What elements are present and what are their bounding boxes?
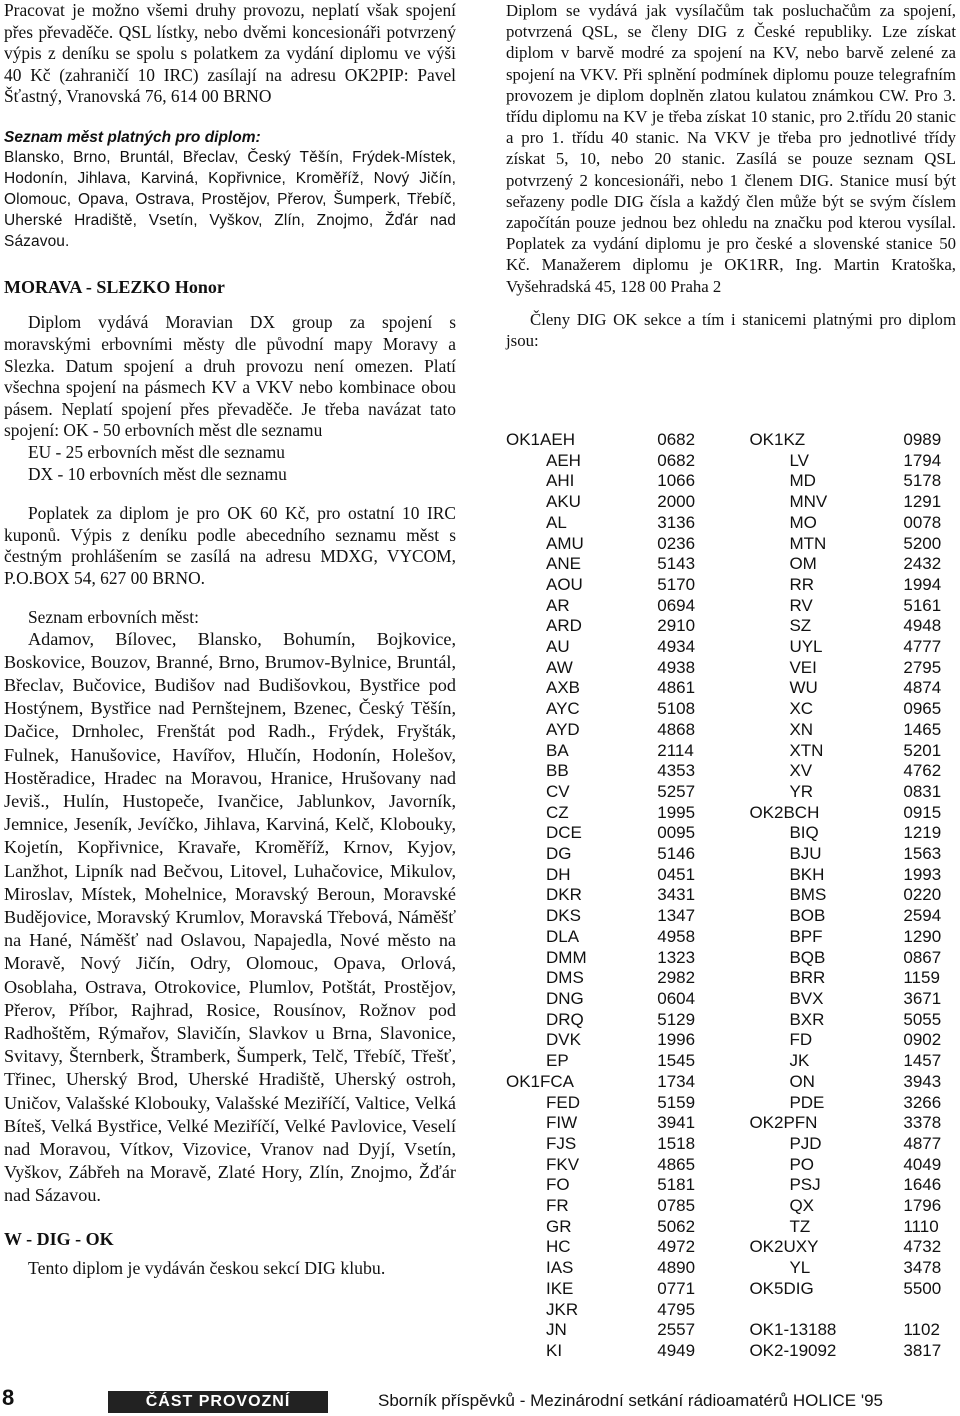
table-row <box>506 1134 960 1155</box>
table-row <box>506 803 960 824</box>
callsign-left: ANE <box>546 554 581 574</box>
callsign-right: PO <box>789 1154 814 1174</box>
member-callsign-table <box>506 430 960 1362</box>
callsign-right: XV <box>789 761 813 781</box>
cities-list: Blansko, Brno, Bruntál, Břeclav, Český Těšín, Frýdek-Místek, Hodonín, Jihlava, Karviná, Kopřivnice, Kroměříž, Nový Jičín, Olomouc, Opava, Ostrava, Prostějov, Přerov, Šumperk, Třebíč, Uherské Hradiště, Vsetín, Vyškov, Zlín, Znojmo, Žďár nad Sázavou. <box>4 149 456 250</box>
table-row <box>506 761 960 782</box>
table-row <box>506 844 960 865</box>
dig-number-left: 0095 <box>657 823 696 843</box>
callsign-right: FD <box>789 1030 813 1050</box>
dig-number-left: 0451 <box>657 864 696 884</box>
table-row <box>506 616 960 637</box>
dig-number-left: 5062 <box>657 1216 696 1236</box>
callsign-right: XTN <box>789 740 824 760</box>
callsign-right: TZ <box>789 1216 811 1236</box>
dig-number-right: 1563 <box>903 844 942 864</box>
callsign-left: DNG <box>546 988 584 1008</box>
callsign-right: BQB <box>789 947 826 967</box>
dig-number-left: 1996 <box>657 1030 696 1050</box>
callsign-right: MO <box>789 512 817 532</box>
dig-number-left: 0682 <box>657 430 696 449</box>
right-column <box>506 0 956 351</box>
dig-number-right: 1994 <box>903 574 942 594</box>
table-row <box>506 906 960 927</box>
callsign-left: DMM <box>546 947 587 967</box>
callsign-right: OK2PFN <box>749 1113 818 1133</box>
dig-number-left: 5129 <box>657 1009 696 1029</box>
callsign-right: BRR <box>789 968 826 988</box>
dig-number-left: 4938 <box>657 657 696 677</box>
callsign-right: OK5DIG <box>749 1278 814 1298</box>
table-row <box>506 1030 960 1051</box>
callsign-right: WU <box>789 678 818 698</box>
dig-number-right: 2432 <box>903 554 942 574</box>
callsign-right: OK1KZ <box>749 430 806 449</box>
dig-number-right: 1796 <box>903 1196 942 1216</box>
dig-number-left: 0682 <box>657 450 696 470</box>
dig-number-left: 1347 <box>657 906 696 926</box>
callsign-left: DH <box>546 864 571 884</box>
dig-number-left: 5170 <box>657 574 696 594</box>
table-row <box>506 575 960 596</box>
table-row <box>506 720 960 741</box>
table-row <box>506 678 960 699</box>
dig-number-left: 0694 <box>657 595 696 615</box>
callsign-left: DMS <box>546 968 584 988</box>
dig-number-right: 4049 <box>903 1154 942 1174</box>
dig-number-right: 0867 <box>903 947 942 967</box>
callsign-right: OK2-19092 <box>749 1340 837 1360</box>
dig-number-left: 4949 <box>657 1340 696 1360</box>
table-row <box>506 1051 960 1072</box>
callsign-left: AYC <box>546 699 580 719</box>
callsign-left: AKU <box>546 492 581 512</box>
table-row <box>506 471 960 492</box>
callsign-right: YL <box>789 1258 811 1278</box>
dig-number-left: 4353 <box>657 761 696 781</box>
table-row <box>506 1155 960 1176</box>
callsign-left: AU <box>546 637 570 657</box>
callsign-right: MTN <box>789 533 827 553</box>
callsign-left: OK1FCA <box>506 1071 575 1091</box>
w-dig-text: Tento diplom je vydáván českou sekcí DIG klubu. <box>28 1257 386 1278</box>
table-row <box>506 658 960 679</box>
dig-number-right: 0220 <box>903 885 942 905</box>
dig-number-right: 3817 <box>903 1340 942 1360</box>
callsign-left: GR <box>546 1216 572 1236</box>
callsign-left: CZ <box>546 802 569 822</box>
dig-number-right: 5161 <box>903 595 942 615</box>
callsign-left: IKE <box>546 1278 574 1298</box>
callsign-left: DG <box>546 844 572 864</box>
callsign-right: OK2BCH <box>749 802 820 822</box>
table-row <box>506 865 960 886</box>
callsign-left: FKV <box>546 1154 580 1174</box>
callsign-right: BKH <box>789 864 825 884</box>
callsign-right: BXR <box>789 1009 825 1029</box>
callsign-left: HC <box>546 1237 571 1257</box>
dig-number-left: 0771 <box>657 1278 696 1298</box>
callsign-left: BA <box>546 740 569 760</box>
dig-number-right: 0915 <box>903 802 942 822</box>
page-number: 8 <box>2 1385 15 1410</box>
callsign-right: OK1-13188 <box>749 1320 837 1340</box>
dig-number-left: 4958 <box>657 926 696 946</box>
dig-number-left: 2982 <box>657 968 696 988</box>
morava-title: MORAVA - SLEZKO Honor <box>4 277 225 298</box>
table-row <box>506 1093 960 1114</box>
dig-number-right: 3478 <box>903 1258 942 1278</box>
dig-number-right: 2594 <box>903 906 942 926</box>
callsign-right: RR <box>789 574 814 594</box>
callsign-right: JK <box>789 1051 810 1071</box>
table-row <box>506 699 960 720</box>
table-row <box>506 637 960 658</box>
callsign-left: DKS <box>546 906 581 926</box>
callsign-left: AXB <box>546 678 581 698</box>
dig-number-right: 5055 <box>903 1009 942 1029</box>
table-row <box>506 513 960 534</box>
w-dig-title: W - DIG - OK <box>4 1228 114 1249</box>
callsign-right: XC <box>789 699 814 719</box>
callsign-left: KI <box>546 1340 563 1360</box>
section-badge: ČÁST PROVOZNÍ <box>108 1391 328 1413</box>
callsign-right <box>749 1300 903 1321</box>
dig-number-left: 4868 <box>657 719 696 739</box>
callsign-right: BPF <box>789 926 823 946</box>
dig-number-right: 0989 <box>903 430 942 449</box>
dig-number-right: 4948 <box>903 616 942 636</box>
callsign-right: LV <box>789 450 809 470</box>
left-column <box>4 0 456 1280</box>
table-row <box>506 989 960 1010</box>
dig-number-left: 4865 <box>657 1154 696 1174</box>
callsign-right: XN <box>789 719 814 739</box>
cities-heading: Seznam měst platných pro diplom: <box>4 128 261 146</box>
dig-number-left: 1323 <box>657 947 696 967</box>
dig-number-left: 0604 <box>657 988 696 1008</box>
dig-number-right: 1291 <box>903 492 942 512</box>
callsign-left: BB <box>546 761 569 781</box>
table-row <box>506 1258 960 1279</box>
table-row <box>506 1196 960 1217</box>
dig-number-right: 1993 <box>903 864 942 884</box>
dig-number-right: 5500 <box>903 1278 942 1298</box>
dig-number-right: 1290 <box>903 926 942 946</box>
callsign-left: AOU <box>546 574 583 594</box>
dx-line: DX - 10 erbovních měst dle seznamu <box>28 463 287 484</box>
callsign-left: DLA <box>546 926 580 946</box>
callsign-right: PSJ <box>789 1175 821 1195</box>
dig-number-left: 3941 <box>657 1113 696 1133</box>
callsign-right: BMS <box>789 885 827 905</box>
table-row <box>506 1320 960 1341</box>
dig-number-right: 0831 <box>903 781 942 801</box>
callsign-left: AR <box>546 595 570 615</box>
dig-number-left: 2000 <box>657 492 696 512</box>
dig-number-right: 0078 <box>903 512 942 532</box>
table-row <box>506 492 960 513</box>
dig-number-left: 5257 <box>657 781 696 801</box>
callsign-left: CV <box>546 781 570 801</box>
dig-number-left: 4795 <box>657 1299 696 1319</box>
table-row <box>506 1217 960 1238</box>
table-row <box>506 1010 960 1031</box>
table-row <box>506 782 960 803</box>
dig-number-right: 3266 <box>903 1092 942 1112</box>
callsign-right: MD <box>789 471 816 491</box>
table-row <box>506 948 960 969</box>
callsign-left: DKR <box>546 885 582 905</box>
dig-number-right <box>903 1300 960 1321</box>
table-row <box>506 1175 960 1196</box>
dig-members-intro: Členy DIG OK sekce a tím i stanicemi platnými pro diplom jsou: <box>506 309 956 351</box>
dig-number-left: 1734 <box>657 1071 696 1091</box>
dig-number-right: 1159 <box>903 968 940 988</box>
table-row <box>506 823 960 844</box>
callsign-left: JKR <box>546 1299 579 1319</box>
table-row <box>506 451 960 472</box>
intro-paragraph: Pracovat je možno všemi druhy provozu, neplatí však spojení přes převaděče. QSL lístky, nebo dvěmi koncesionáři potvrzený výpis z deníku se spolu s polatkem za vydání diplomu ve výši 40 Kč (zahraničí 10 IRC) zasílají na adresu OK2PIP: Pavel Šťastný, Vranovská 76, 614 00 BRNO <box>4 0 456 107</box>
dig-number-right: 5178 <box>903 471 942 491</box>
callsign-left: ARD <box>546 616 582 636</box>
callsign-left: IAS <box>546 1258 574 1278</box>
dig-number-right: 4777 <box>903 637 942 657</box>
callsign-right: PDE <box>789 1092 825 1112</box>
dig-number-right: 2795 <box>903 657 942 677</box>
table-row <box>506 596 960 617</box>
callsign-right: UYL <box>789 637 823 657</box>
fee-paragraph: Poplatek za diplom je pro OK 60 Kč, pro ostatní 10 IRC kuponů. Výpis z deníku podle abecedního seznamu měst s čestným prohlášením se zasílá na adresu MDXG, VYCOM, P.O.BOX 54, 627 00 BRNO. <box>4 503 456 588</box>
dig-number-left: 2910 <box>657 616 696 636</box>
dig-number-left: 5181 <box>657 1175 696 1195</box>
callsign-right: BJU <box>789 844 822 864</box>
dig-number-right: 1457 <box>903 1051 942 1071</box>
dig-number-right: 3671 <box>903 988 942 1008</box>
callsign-left: AYD <box>546 719 580 739</box>
table-row <box>506 1341 960 1362</box>
callsign-right: ON <box>789 1071 815 1091</box>
dig-number-left: 5146 <box>657 844 696 864</box>
dig-number-left: 1995 <box>657 802 696 822</box>
table-row <box>506 1237 960 1258</box>
dig-number-right: 1110 <box>903 1216 939 1236</box>
dig-number-left: 4861 <box>657 678 696 698</box>
callsign-left: OK1AEH <box>506 430 575 449</box>
dig-number-right: 4762 <box>903 761 942 781</box>
dig-number-left: 0785 <box>657 1196 696 1216</box>
dig-number-right: 1794 <box>903 450 942 470</box>
callsign-left: FED <box>546 1092 580 1112</box>
dig-number-right: 4874 <box>903 678 942 698</box>
table-row <box>506 927 960 948</box>
dig-number-left: 1518 <box>657 1133 696 1153</box>
callsign-left: DRQ <box>546 1009 584 1029</box>
callsign-right: OK2UXY <box>749 1237 819 1257</box>
callsign-right: VEI <box>789 657 817 677</box>
table-row <box>506 741 960 762</box>
dig-number-left: 5159 <box>657 1092 696 1112</box>
callsign-left: AEH <box>546 450 581 470</box>
table-row <box>506 534 960 555</box>
erb-city-list: Adamov, Bílovec, Blansko, Bohumín, Bojkovice, Boskovice, Bouzov, Branné, Brno, Brumov-Bylnice, Bruntál, Břeclav, Bučovice, Budišov nad Budišovkou, Bystřice pod Hostýnem, Bystřice nad Pernštejnem, Bzenec, Český Těšín, Dačice, Drnholec, Frenštát pod Radh., Frýdek, Fryšták, Fulnek, Hanušovice, Havířov, Hlučín, Hodonín, Holešov, Hostěradice, Hradec na Moravou, Hranice, Hrušovany nad Jeviš., Hulín, Hustopeče, Ivančice, Jablunkov, Javorník, Jemnice, Jeseník, Jevíčko, Jihlava, Karviná, Kelč, Klobouky, Kojetín, Kopřivnice, Kravaře, Kroměříž, Krnov, Kyjov, Lanžhot, Lipník nad Bečvou, Litovel, Luhačovice, Mikulov, Miroslav, Místek, Mohelnice, Moravský Beroun, Moravské Budějovice, Moravský Krumlov, Moravská Třebová, Náměšť na Hané, Náměšť nad Oslavou, Napajedla, Nové město na Moravě, Nový Jičín, Odry, Olomouc, Opava, Orlová, Osoblaha, Ostrava, Otrokovice, Plumlov, Potštát, Prostějov, Přerov, Příbor, Rajhrad, Rosice, Rousínov, Rožnov pod Radhoštěm, Rýmařov, Slavičín, Slavkov u Brna, Slavonice, Svitavy, Šternberk, Štramberk, Šumperk, Telč, Třebíč, Třešť, Třinec, Uherský Brod, Uherské Hradiště, Uherský ostroh, Uničov, Valašské Klobouky, Valašské Meziříčí, Valtice, Velká Bíteš, Velká Bystřice, Velké Meziříčí, Velké Pavlovice, Veselí nad Moravou, Vítkov, Vizovice, Vranov nad Dyjí, Vsetín, Vyškov, Zábřeh na Moravě, Zlaté Hory, Zlín, Znojmo, Žďár nad Sázavou. <box>4 628 456 1206</box>
callsign-left: EP <box>546 1051 569 1071</box>
callsign-left: FIW <box>546 1113 578 1133</box>
morava-text: Diplom vydává Moravian DX group za spojení s moravskými erbovními městy dle původní mapy Moravy a Slezka. Datum spojení a druh provozu není omezen. Platí všechna spojení na pásmech KV a VKV nebo kombinace obou pásem. Neplatí spojení přes převaděče. Je třeba navázat tato spojení: OK - 50 erbovních měst dle seznamu <box>4 312 456 441</box>
dig-number-left: 1545 <box>657 1051 696 1071</box>
dig-number-right: 1219 <box>903 823 942 843</box>
callsign-left: FO <box>546 1175 570 1195</box>
dig-number-left: 0236 <box>657 533 696 553</box>
callsign-left: DCE <box>546 823 582 843</box>
callsign-left: AL <box>546 512 567 532</box>
callsign-right: BOB <box>789 906 826 926</box>
dig-number-left: 4972 <box>657 1237 696 1257</box>
dig-number-right: 3378 <box>903 1113 942 1133</box>
dig-number-right: 0965 <box>903 699 942 719</box>
page-footer <box>0 1383 960 1416</box>
list-heading: Seznam erbovních měst: <box>28 606 199 627</box>
dig-paragraph: Diplom se vydává jak vysílačům tak posluchačům za spojení, potvrzená QSL, se členy DIG z České republiky. Lze získat diplom v barvě modré za spojení na KV, nebo barvě zelené za spojení na VKV. Při splnění podmínek diplomu pouze telegrafním provozem je diplom doplněn zlatou kulatou známkou CW. Pro 3. třídu diplomu na KV je třeba získat 10 stanic, pro 2.třídu 20 stanic a pro 1. třídu 40 stanic. Na VKV je třeba pro jednotlivé třídy získat 5, 10, nebo 20 stanic. Zasílá se pouze seznam QSL potvrzený 2 koncesionáři, nebo 1 členem DIG. Stanice musí být seřazeny podle DIG čísla a každý člen může být se svým číslem započítán pouze jednou bez ohledu na značku pod kterou vysílal. Poplatek za vydání diplomu je pro české a slovenské stanice 50 Kč. Manažerem diplomu je OK1RR, Ing. Martin Kratoška, Vyšehradská 45, 128 00 Praha 2 <box>506 1 956 296</box>
table-row <box>506 1300 960 1321</box>
callsign-right: BIQ <box>789 823 819 843</box>
dig-number-left: 2114 <box>657 740 694 760</box>
callsign-left: AMU <box>546 533 584 553</box>
dig-number-right: 5200 <box>903 533 942 553</box>
callsign-right: BVX <box>789 988 824 1008</box>
callsign-right: YR <box>789 781 814 801</box>
dig-number-right: 3943 <box>903 1071 942 1091</box>
publication-title: Sborník příspěvků - Mezinárodní setkání rádioamatérů HOLICE '95 <box>378 1391 883 1410</box>
dig-number-left: 3431 <box>657 885 696 905</box>
dig-number-right: 4732 <box>903 1237 942 1257</box>
callsign-left: AW <box>546 657 573 677</box>
table-row <box>506 885 960 906</box>
eu-line: EU - 25 erbovních měst dle seznamu <box>28 442 285 463</box>
dig-number-left: 4890 <box>657 1258 696 1278</box>
dig-number-left: 3136 <box>657 512 696 532</box>
callsign-left: JN <box>546 1320 567 1340</box>
dig-number-left: 5143 <box>657 554 696 574</box>
callsign-left: AHI <box>546 471 575 491</box>
callsign-left: FR <box>546 1196 569 1216</box>
dig-number-left: 5108 <box>657 699 696 719</box>
callsign-right: SZ <box>789 616 812 636</box>
dig-number-right: 1465 <box>903 719 942 739</box>
table-row <box>506 1113 960 1134</box>
table-row <box>506 1279 960 1300</box>
callsign-right: PJD <box>789 1133 822 1153</box>
table-row <box>506 1072 960 1093</box>
callsign-right: RV <box>789 595 813 615</box>
table-row <box>506 430 960 451</box>
dig-number-right: 1102 <box>903 1320 940 1340</box>
dig-number-left: 2557 <box>657 1320 696 1340</box>
dig-number-right: 5201 <box>903 740 942 760</box>
table-row <box>506 554 960 575</box>
callsign-right: MNV <box>789 492 828 512</box>
dig-number-right: 1646 <box>903 1175 942 1195</box>
callsign-right: OM <box>789 554 817 574</box>
table-row <box>506 968 960 989</box>
dig-number-right: 4877 <box>903 1133 942 1153</box>
callsign-left: FJS <box>546 1133 577 1153</box>
callsign-right: QX <box>789 1196 814 1216</box>
dig-number-right: 0902 <box>903 1030 942 1050</box>
dig-number-left: 1066 <box>657 471 696 491</box>
callsign-left: DVK <box>546 1030 581 1050</box>
dig-number-left: 4934 <box>657 637 696 657</box>
